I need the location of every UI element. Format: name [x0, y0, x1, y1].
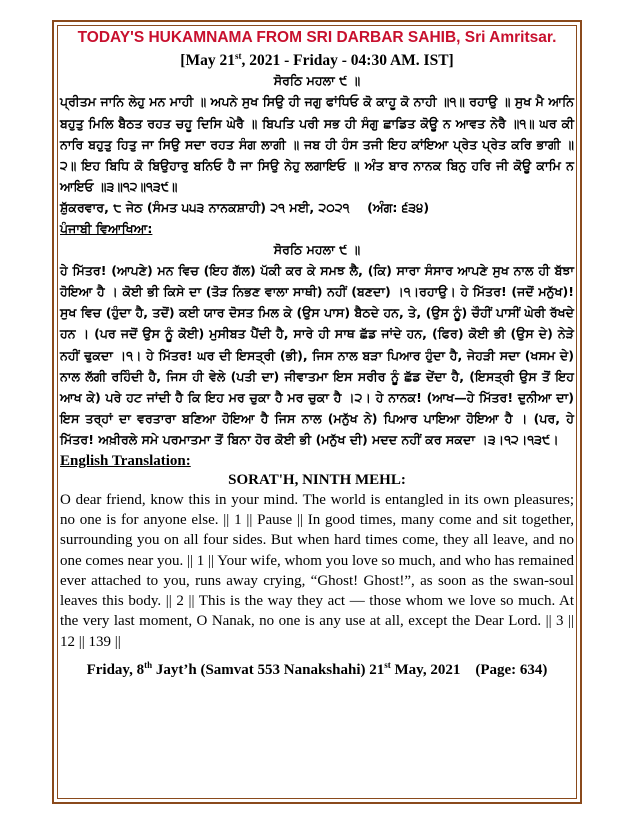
gurmukhi-date: ਸ਼ੁੱਕਰਵਾਰ, ੮ ਜੇਠ (ਸੰਮਤ ੫੫੩ ਨਾਨਕਸ਼ਾਹੀ) ੨੧ ਮਈ, ੨੦੨੧ — [60, 200, 350, 216]
english-raag: SORAT'H, NINTH MEHL: — [228, 471, 406, 488]
footer-date-line — [60, 654, 574, 681]
page-title: TODAY'S HUKAMNAMA FROM SRI DARBAR SAHIB, Sri Amritsar. — [77, 29, 557, 46]
date-close: , 2021 - Friday - 04:30 AM. IST] — [241, 52, 454, 70]
english-heading: English Translation: — [60, 452, 191, 469]
date-time-line — [60, 47, 574, 70]
document-content — [60, 28, 574, 681]
ang-number: (ਅੰਗ: ੬੩੪) — [367, 200, 430, 216]
hukamnama-raag: ਸੋਰਠਿ ਮਹਲਾ ੯ ॥ — [273, 73, 361, 89]
footer-page: (Page: 634) — [475, 661, 548, 678]
footer-post: Jayt’h (Samvat 553 Nanakshahi) 21 — [152, 661, 385, 678]
footer-sup: th — [144, 659, 153, 670]
english-text: O dear friend, know this in your mind. The world is entangled in its own pleasures; no one is for anyone else. || 1 || Pause || In good times, many come and sit together, surrounding you on all four sides. But when hard times come, they all leave, and no one comes near you. || 1 || Your wife, whom you love so much, and who has remained ever attached to you, runs away crying, “Ghost! Ghost!”, as soon as the swan-soul leaves this body. || 2 || This is the way they act — those whom we love so much. At the very last moment, O Nanak, no one is any use at all, except the Dear Lord. || 3 || 12 || 139 || — [60, 491, 574, 650]
date-open: [May 21 — [180, 52, 235, 70]
footer-pre: Friday, 8 — [86, 661, 145, 678]
punjabi-text: ਹੇ ਮਿੱਤਰ! (ਆਪਣੇ) ਮਨ ਵਿਚ (ਇਹ ਗੱਲ) ਪੱਕੀ ਕਰ ਕੇ ਸਮਝ ਲੈ, (ਕਿ) ਸਾਰਾ ਸੰਸਾਰ ਆਪਣੇ ਸੁਖ ਨਾਲ ਹੀ ਬੱਝਾ ਹੋਇਆ ਹੈ । ਕੋਈ ਭੀ ਕਿਸੇ ਦਾ (ਤੋੜ ਨਿਭਣ ਵਾਲਾ ਸਾਥੀ) ਨਹੀਂ (ਬਣਦਾ) ।੧।ਰਹਾਉ। ਹੇ ਮਿੱਤਰ! (ਜਦੋਂ ਮਨੁੱਖ)! ਸੁਖ ਵਿਚ (ਹੁੰਦਾ ਹੈ, ਤਦੋਂ) ਕਈ ਯਾਰ ਦੋਸਤ ਮਿਲ ਕੇ (ਉਸ ਪਾਸ) ਬੈਠਦੇ ਹਨ, ਤੇ, (ਉਸ ਨੂੰ) ਚੌਹੀਂ ਪਾਸੀਂ ਘੇਰੀ ਰੱਖਦੇ ਹਨ । (ਪਰ ਜਦੋਂ ਉਸ ਨੂੰ ਕੋਈ) ਮੁਸੀਬਤ ਪੈਂਦੀ ਹੈ, ਸਾਰੇ ਹੀ ਸਾਥ ਛੱਡ ਜਾਂਦੇ ਹਨ, (ਫਿਰ) ਕੋਈ ਭੀ (ਉਸ ਦੇ) ਨੇੜੇ ਨਹੀਂ ਢੁਕਦਾ ।੧। ਹੇ ਮਿੱਤਰ! ਘਰ ਦੀ ਇਸਤ੍ਰੀ (ਭੀ), ਜਿਸ ਨਾਲ ਬੜਾ ਪਿਆਰ ਹੁੰਦਾ ਹੈ, ਜੇਹੜੀ ਸਦਾ (ਖਸਮ ਦੇ) ਨਾਲ ਲੱਗੀ ਰਹਿੰਦੀ ਹੈ, ਜਿਸ ਹੀ ਵੇਲੇ (ਪਤੀ ਦਾ) ਜੀਵਾਤਮਾ ਇਸ ਸਰੀਰ ਨੂੰ ਛੱਡ ਦੇਂਦਾ ਹੈ, (ਇਸਤ੍ਰੀ ਉਸ ਤੋਂ ਇਹ ਆਖ ਕੇ) ਪਰੇ ਹਟ ਜਾਂਦੀ ਹੈ ਕਿ ਇਹ ਮਰ ਚੁਕਾ ਹੈ ਮਰ ਚੁਕਾ ਹੈ ।੨। ਹੇ ਨਾਨਕ! (ਆਖ—ਹੇ ਮਿੱਤਰ! ਦੁਨੀਆ ਦਾ) ਇਸ ਤਰ੍ਹਾਂ ਦਾ ਵਰਤਾਰਾ ਬਣਿਆ ਹੋਇਆ ਹੈ ਜਿਸ ਨਾਲ (ਮਨੁੱਖ ਨੇ) ਪਿਆਰ ਪਾਇਆ ਹੋਇਆ ਹੈ । (ਪਰ, ਹੇ ਮਿੱਤਰ! ਅਖ਼ੀਰਲੇ ਸਮੇ ਪਰਮਾਤਮਾ ਤੋਂ ਬਿਨਾ ਹੋਰ ਕੋਈ ਭੀ (ਮਨੁੱਖ ਦੀ) ਮਦਦ ਨਹੀਂ ਕਰ ਸਕਦਾ ।੩।੧੨।੧੩੯। — [60, 262, 574, 448]
punjabi-raag: ਸੋਰਠਿ ਮਹਲਾ ੯ ॥ — [273, 241, 361, 257]
footer-sup2: st — [384, 659, 391, 670]
hukamnama-date-line — [60, 197, 574, 218]
punjabi-heading: ਪੰਜਾਬੀ ਵਿਆਖਿਆ: — [60, 220, 153, 236]
hukamnama-text: ਪ੍ਰੀਤਮ ਜਾਨਿ ਲੇਹੁ ਮਨ ਮਾਹੀ ॥ ਅਪਨੇ ਸੁਖ ਸਿਉ ਹੀ ਜਗੁ ਫਾਂਧਿਓ ਕੋ ਕਾਹੂ ਕੋ ਨਾਹੀ ॥੧॥ ਰਹਾਉ ॥ ਸੁਖ ਮੈ ਆਨਿ ਬਹੁਤੁ ਮਿਲਿ ਬੈਠਤ ਰਹਤ ਚਹੂ ਦਿਸਿ ਘੇਰੈ ॥ ਬਿਪਤਿ ਪਰੀ ਸਭ ਹੀ ਸੰਗੁ ਛਾਡਿਤ ਕੋਊ ਨ ਆਵਤ ਨੇਰੈ ॥੧॥ ਘਰ ਕੀ ਨਾਰਿ ਬਹੁਤੁ ਹਿਤੁ ਜਾ ਸਿਉ ਸਦਾ ਰਹਤ ਸੰਗ ਲਾਗੀ ॥ ਜਬ ਹੀ ਹੰਸ ਤਜੀ ਇਹ ਕਾਂਇਆ ਪ੍ਰੇਤ ਪ੍ਰੇਤ ਕਰਿ ਭਾਗੀ ॥੨॥ ਇਹ ਬਿਧਿ ਕੋ ਬਿਉਹਾਰੁ ਬਨਿਓ ਹੈ ਜਾ ਸਿਉ ਨੇਹੁ ਲਗਾਇਓ ॥ ਅੰਤ ਬਾਰ ਨਾਨਕ ਬਿਨੁ ਹਰਿ ਜੀ ਕੋਊ ਕਾਮਿ ਨ ਆਇਓ ॥੩॥੧੨॥੧੩੯॥ — [60, 94, 574, 195]
footer-post2: May, 2021 — [390, 661, 461, 678]
date-suffix: st — [234, 51, 242, 61]
